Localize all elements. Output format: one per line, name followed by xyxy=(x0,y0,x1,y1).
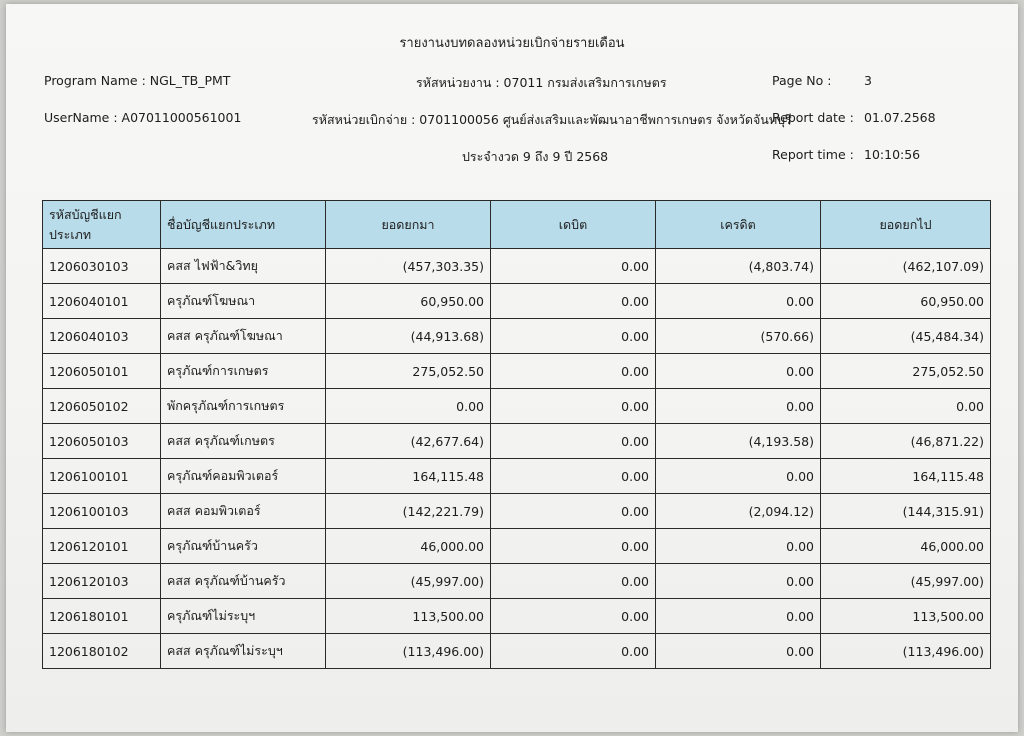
debit-cell: 0.00 xyxy=(491,564,656,599)
debit-cell: 0.00 xyxy=(491,389,656,424)
col-brought-forward: ยอดยกมา xyxy=(326,201,491,249)
account-name-cell: คสส ครุภัณฑ์โฆษณา xyxy=(161,319,326,354)
debit-cell: 0.00 xyxy=(491,319,656,354)
account-code-cell: 1206100101 xyxy=(43,459,161,494)
carried-forward-cell: 60,950.00 xyxy=(821,284,991,319)
account-name-cell: คสส ไฟฟ้า&วิทยุ xyxy=(161,249,326,284)
report-date-value: 01.07.2568 xyxy=(864,110,936,125)
debit-cell: 0.00 xyxy=(491,249,656,284)
brought-forward-cell: 46,000.00 xyxy=(326,529,491,564)
brought-forward-cell: (42,677.64) xyxy=(326,424,491,459)
credit-cell: 0.00 xyxy=(656,599,821,634)
debit-cell: 0.00 xyxy=(491,634,656,669)
credit-cell: (4,193.58) xyxy=(656,424,821,459)
brought-forward-cell: (457,303.35) xyxy=(326,249,491,284)
brought-forward-cell: (142,221.79) xyxy=(326,494,491,529)
report-time-label: Report time : xyxy=(772,147,854,162)
account-code-cell: 1206120101 xyxy=(43,529,161,564)
table-row xyxy=(43,389,991,424)
col-carried-forward: ยอดยกไป xyxy=(821,201,991,249)
account-name-cell: ครุภัณฑ์การเกษตร xyxy=(161,354,326,389)
credit-cell: 0.00 xyxy=(656,354,821,389)
debit-cell: 0.00 xyxy=(491,494,656,529)
table-row xyxy=(43,354,991,389)
report-page xyxy=(6,4,1018,732)
brought-forward-cell: 60,950.00 xyxy=(326,284,491,319)
account-name-cell: คสส ครุภัณฑ์บ้านครัว xyxy=(161,564,326,599)
report-date-label: Report date : xyxy=(772,110,854,125)
brought-forward-cell: (44,913.68) xyxy=(326,319,491,354)
carried-forward-cell: 0.00 xyxy=(821,389,991,424)
report-title: รายงานงบทดลองหน่วยเบิกจ่ายรายเดือน xyxy=(399,36,625,51)
credit-cell: (570.66) xyxy=(656,319,821,354)
brought-forward-cell: 164,115.48 xyxy=(326,459,491,494)
report-time-value: 10:10:56 xyxy=(864,147,921,162)
account-code-cell: 1206100103 xyxy=(43,494,161,529)
trial-balance-table xyxy=(42,200,991,669)
credit-cell: 0.00 xyxy=(656,284,821,319)
table-row xyxy=(43,284,991,319)
carried-forward-cell: 275,052.50 xyxy=(821,354,991,389)
account-name-cell: ครุภัณฑ์ไม่ระบุฯ xyxy=(161,599,326,634)
table-row xyxy=(43,494,991,529)
account-name-cell: พักครุภัณฑ์การเกษตร xyxy=(161,389,326,424)
username: UserName : A07011000561001 xyxy=(44,110,242,125)
table-row xyxy=(43,634,991,669)
disbursing-unit: รหัสหน่วยเบิกจ่าย : 0701100056 ศูนย์ส่งเสริมและพัฒนาอาชีพการเกษตร จังหวัดจันทบุรี xyxy=(312,112,792,127)
carried-forward-cell: (45,484.34) xyxy=(821,319,991,354)
brought-forward-cell: 113,500.00 xyxy=(326,599,491,634)
carried-forward-cell: 113,500.00 xyxy=(821,599,991,634)
carried-forward-cell: (46,871.22) xyxy=(821,424,991,459)
account-code-cell: 1206120103 xyxy=(43,564,161,599)
account-code-cell: 1206180102 xyxy=(43,634,161,669)
account-name-cell: คสส ครุภัณฑ์ไม่ระบุฯ xyxy=(161,634,326,669)
carried-forward-cell: (45,997.00) xyxy=(821,564,991,599)
account-code-cell: 1206030103 xyxy=(43,249,161,284)
col-debit: เดบิต xyxy=(491,201,656,249)
carried-forward-cell: (144,315.91) xyxy=(821,494,991,529)
program-name: Program Name : NGL_TB_PMT xyxy=(44,73,231,88)
brought-forward-cell: 275,052.50 xyxy=(326,354,491,389)
account-code-cell: 1206050101 xyxy=(43,354,161,389)
brought-forward-cell: (45,997.00) xyxy=(326,564,491,599)
credit-cell: 0.00 xyxy=(656,634,821,669)
account-code-cell: 1206050102 xyxy=(43,389,161,424)
carried-forward-cell: 46,000.00 xyxy=(821,529,991,564)
account-name-cell: ครุภัณฑ์คอมพิวเตอร์ xyxy=(161,459,326,494)
credit-cell: 0.00 xyxy=(656,459,821,494)
account-name-cell: คสส ครุภัณฑ์เกษตร xyxy=(161,424,326,459)
table-row xyxy=(43,599,991,634)
debit-cell: 0.00 xyxy=(491,354,656,389)
table-row xyxy=(43,319,991,354)
debit-cell: 0.00 xyxy=(491,424,656,459)
table-row xyxy=(43,249,991,284)
account-name-cell: ครุภัณฑ์บ้านครัว xyxy=(161,529,326,564)
account-code-cell: 1206050103 xyxy=(43,424,161,459)
credit-cell: 0.00 xyxy=(656,389,821,424)
credit-cell: (4,803.74) xyxy=(656,249,821,284)
carried-forward-cell: (462,107.09) xyxy=(821,249,991,284)
credit-cell: (2,094.12) xyxy=(656,494,821,529)
table-header-row xyxy=(43,201,991,249)
table-row xyxy=(43,459,991,494)
report-period: ประจำงวด 9 ถึง 9 ปี 2568 xyxy=(462,149,609,164)
credit-cell: 0.00 xyxy=(656,529,821,564)
table-row xyxy=(43,529,991,564)
account-code-cell: 1206180101 xyxy=(43,599,161,634)
page-no-label: Page No : xyxy=(772,73,832,88)
table-row xyxy=(43,564,991,599)
credit-cell: 0.00 xyxy=(656,564,821,599)
account-name-cell: ครุภัณฑ์โฆษณา xyxy=(161,284,326,319)
account-code-cell: 1206040101 xyxy=(43,284,161,319)
page-no-value: 3 xyxy=(864,73,872,88)
col-account-name: ชื่อบัญชีแยกประเภท xyxy=(161,201,326,249)
brought-forward-cell: (113,496.00) xyxy=(326,634,491,669)
debit-cell: 0.00 xyxy=(491,459,656,494)
agency-code: รหัสหน่วยงาน : 07011 กรมส่งเสริมการเกษตร xyxy=(416,75,667,90)
debit-cell: 0.00 xyxy=(491,529,656,564)
debit-cell: 0.00 xyxy=(491,599,656,634)
account-name-cell: คสส คอมพิวเตอร์ xyxy=(161,494,326,529)
brought-forward-cell: 0.00 xyxy=(326,389,491,424)
account-code-cell: 1206040103 xyxy=(43,319,161,354)
table-row xyxy=(43,424,991,459)
debit-cell: 0.00 xyxy=(491,284,656,319)
carried-forward-cell: (113,496.00) xyxy=(821,634,991,669)
col-credit: เครดิต xyxy=(656,201,821,249)
carried-forward-cell: 164,115.48 xyxy=(821,459,991,494)
col-account-code: รหัสบัญชีแยกประเภท xyxy=(43,201,161,249)
